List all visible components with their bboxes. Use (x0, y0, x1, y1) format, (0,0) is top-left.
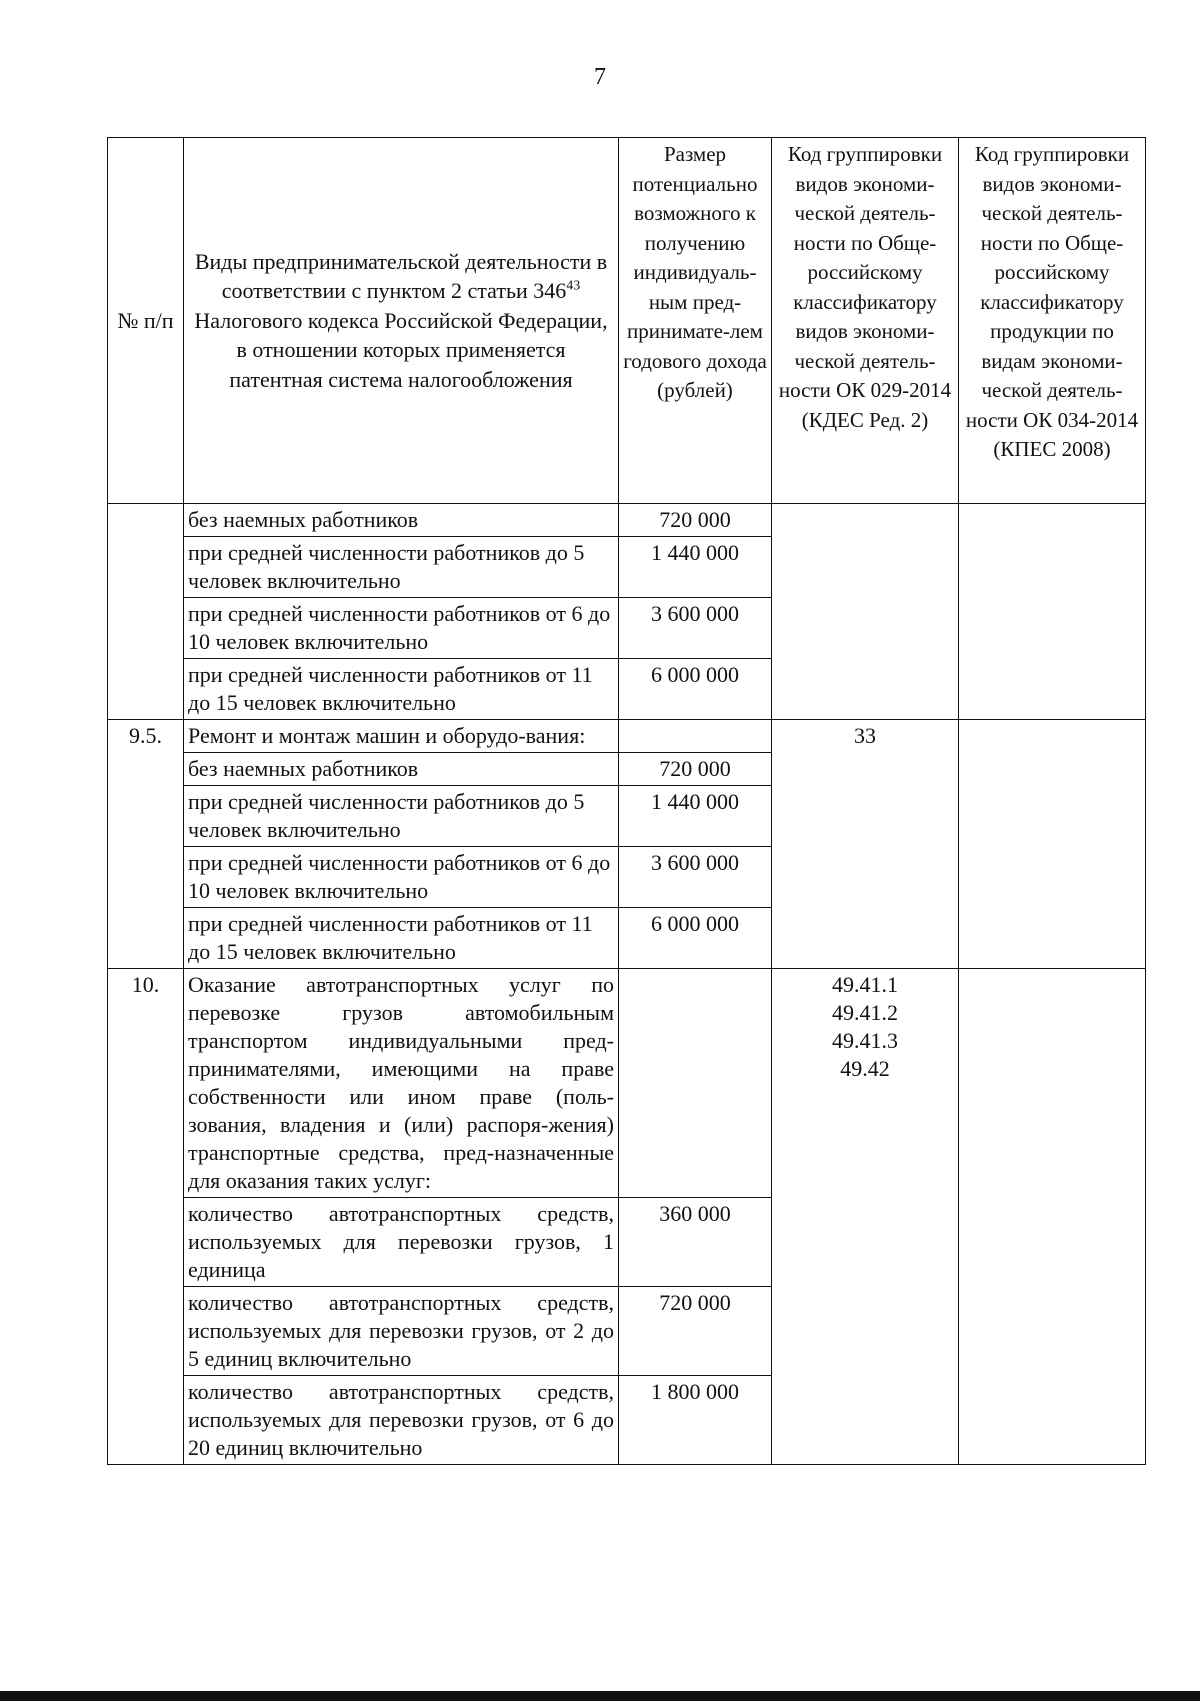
row-amount: 1 440 000 (619, 537, 772, 598)
table-row-item-10 (108, 969, 1146, 1198)
row-text: без наемных работников (184, 504, 619, 537)
item-title: Ремонт и монтаж машин и оборудо-вания: (184, 720, 619, 753)
row-amount-empty (619, 969, 772, 1198)
row-text: количество автотранспортных средств, используемых для перевозки грузов, от 2 до 5 единиц включительно (184, 1287, 619, 1376)
table-row-item-9-5 (108, 720, 1146, 753)
row-amount: 1 440 000 (619, 786, 772, 847)
okpd-code-empty (959, 969, 1146, 1465)
header-okpd: Код группировки видов экономи-ческой деятель-ности по Обще-российскому классификатору продукции по видам экономи-ческой деятель-ности ОК 034-2014 (КПЕС 2008) (959, 138, 1146, 504)
item-number: 10. (108, 969, 184, 1465)
cell-okved-continued (772, 504, 959, 720)
row-text: без наемных работников (184, 753, 619, 786)
patent-activities-table (107, 137, 1146, 1465)
header-income: Размер потенциально возможного к получению индивидуаль-ным пред-принимате-лем годового дохода (рублей) (619, 138, 772, 504)
row-amount: 720 000 (619, 504, 772, 537)
okved-codes (772, 969, 959, 1465)
row-amount: 6 000 000 (619, 908, 772, 969)
row-text: при средней численности работников до 5 человек включительно (184, 786, 619, 847)
header-number: № п/п (108, 138, 184, 504)
row-amount: 3 600 000 (619, 847, 772, 908)
cell-okpd-continued (959, 504, 1146, 720)
row-amount: 360 000 (619, 1198, 772, 1287)
item-number: 9.5. (108, 720, 184, 969)
okved-code: 49.41.2 (832, 1000, 898, 1025)
page-number: 7 (594, 64, 606, 90)
row-text: при средней численности работников от 6 до 10 человек включительно (184, 598, 619, 659)
okved-code: 49.41.1 (832, 972, 898, 997)
row-text: количество автотранспортных средств, используемых для перевозки грузов, от 6 до 20 единиц включительно (184, 1376, 619, 1465)
row-text: при средней численности работников до 5 человек включительно (184, 537, 619, 598)
row-amount-empty (619, 720, 772, 753)
table-header-row (108, 138, 1146, 504)
row-text: при средней численности работников от 6 до 10 человек включительно (184, 847, 619, 908)
header-okved: Код группировки видов экономи-ческой деятель-ности по Обще-российскому классификатору видов экономи-ческой деятель-ности ОК 029-2014 (КДЕС Ред. 2) (772, 138, 959, 504)
table-row (108, 504, 1146, 537)
okved-code: 33 (772, 720, 959, 969)
header-superscript: 43 (566, 278, 581, 294)
row-text: при средней численности работников от 11 до 15 человек включительно (184, 659, 619, 720)
row-text: при средней численности работников от 11 до 15 человек включительно (184, 908, 619, 969)
row-amount: 3 600 000 (619, 598, 772, 659)
row-text: количество автотранспортных средств, используемых для перевозки грузов, 1 единица (184, 1198, 619, 1287)
row-amount: 1 800 000 (619, 1376, 772, 1465)
item-title: Оказание автотранспортных услуг по перевозке грузов автомобильным транспортом индивидуальными пред-принимателями, имеющими на праве собственности или ином праве (поль-зования, владения и (или) распоря-жения) транспортные средства, пред-назначенные для оказания таких услуг: (184, 969, 619, 1198)
header-activity: Виды предпринимательской деятельности в соответствии с пунктом 2 статьи $346^{43}$ Налогового кодекса Российской Федерации, в отношении которых применяется патентная система налогообложения (184, 138, 619, 504)
cell-num-continued (108, 504, 184, 720)
row-amount: 720 000 (619, 1287, 772, 1376)
okved-code: 49.42 (840, 1056, 890, 1081)
row-amount: 6 000 000 (619, 659, 772, 720)
row-amount: 720 000 (619, 753, 772, 786)
okved-code: 49.41.3 (832, 1028, 898, 1053)
okpd-code-empty (959, 720, 1146, 969)
scan-edge-bar (0, 1691, 1200, 1701)
